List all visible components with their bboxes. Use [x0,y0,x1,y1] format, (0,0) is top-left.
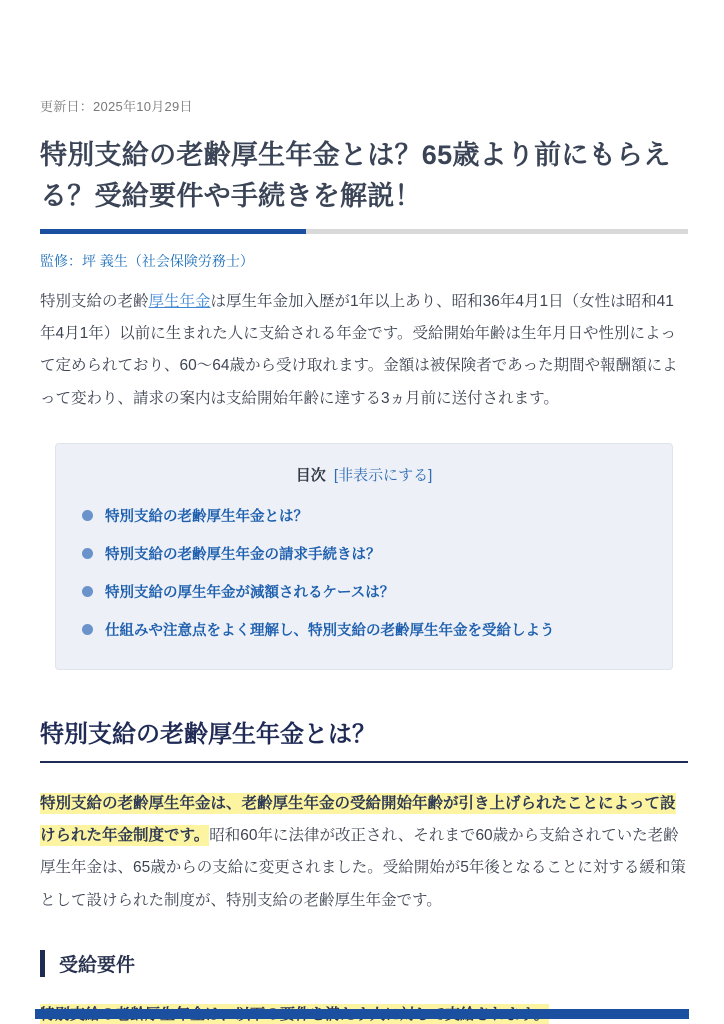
title-divider [40,229,688,234]
bullet-icon [82,586,93,597]
section-heading: 特別支給の老齢厚生年金とは？ [40,714,688,763]
toc-item-label: 特別支給の老齢厚生年金とは？ [105,509,308,526]
toc-item-4[interactable] [82,611,646,649]
toc-header [82,464,646,485]
intro-text-post: は厚生年金加入歴が1年以上あり、昭和36年4月1日（女性は昭和41年4月1年）以前に生まれた人に支給される年金です。受給開始年齢は生年月日や性別によって定められており、60〜64歳から受け取れます。金額は被保険者であった期間や報酬額によって変わり、請求の案内は支給開始年齢に達する3ヵ月前に送付されます。 [40,293,678,407]
bullet-icon [82,510,93,521]
table-of-contents [55,443,673,670]
footer-accent-bar [35,1009,689,1019]
kosei-nenkin-link[interactable]: 厚生年金 [148,293,211,310]
subheading-accent-bar [40,950,45,977]
toc-item-label: 仕組みや注意点をよく理解し、特別支給の老齢厚生年金を受給しよう [105,623,555,640]
section-body-text: 昭和60年に法律が改正され、それまで60歳から支給されていた老齢厚生年金は、65歳からの支給に変更されました。受給開始が5年後となることに対する緩和策として設けられた制度が、特別支給の老齢厚生年金です。 [40,827,686,909]
title-divider-accent [40,229,306,234]
toc-list [82,497,646,649]
bullet-icon [82,624,93,635]
subheading-row [40,950,688,977]
toc-item-label: 特別支給の老齢厚生年金の請求手続きは？ [105,547,381,564]
bullet-icon [82,548,93,559]
section-paragraph [40,788,688,917]
toc-item-1[interactable] [82,497,646,535]
highlighted-sentence: 特別支給の老齢厚生年金は、老齢厚生年金の受給開始年齢が引き上げられたことによって設けられた年金制度です。 [40,794,676,845]
intro-paragraph [40,286,688,415]
supervisor-link[interactable]: 監修：坪 義生（社会保険労務士） [40,253,254,269]
updated-date: 更新日：2025年10月29日 [40,99,193,114]
toc-title: 目次 [295,466,326,484]
intro-text-pre: 特別支給の老齢 [40,293,149,310]
toc-item-label: 特別支給の厚生年金が減額されるケースは？ [105,585,395,602]
subheading-title: 受給要件 [59,954,136,976]
toc-hide-toggle[interactable]: [非表示にする] [333,466,433,484]
page-title: 特別支給の老齢厚生年金とは？65歳より前にもらえる？受給要件や手続きを解説！ [40,140,671,211]
toc-item-2[interactable] [82,535,646,573]
toc-item-3[interactable] [82,573,646,611]
